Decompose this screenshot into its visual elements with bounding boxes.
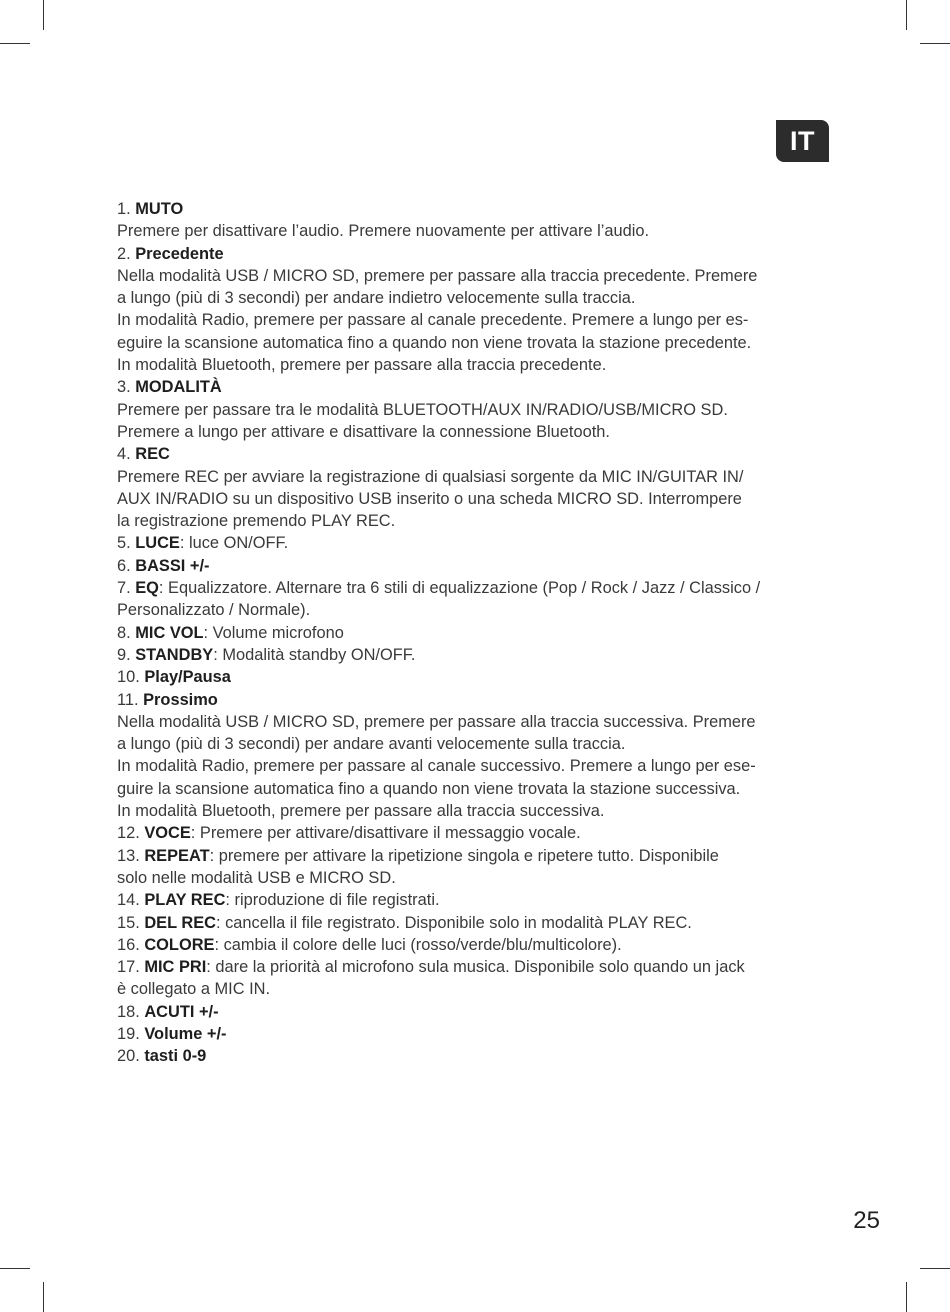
crop-mark bbox=[920, 43, 950, 44]
list-item-heading bbox=[117, 532, 837, 554]
item-number: 3. bbox=[117, 378, 136, 397]
item-description: : cancella il file registrato. Disponibile solo in modalità PLAY REC. bbox=[216, 913, 692, 932]
item-number: 2. bbox=[117, 244, 136, 263]
list-item-text bbox=[117, 711, 837, 733]
item-description: : riproduzione di file registrati. bbox=[225, 891, 440, 910]
item-key: STANDBY bbox=[135, 645, 214, 664]
item-key: PLAY REC bbox=[144, 891, 226, 910]
item-key: EQ bbox=[135, 579, 159, 598]
item-description: In modalità Bluetooth, premere per passare alla traccia successiva. bbox=[117, 802, 605, 821]
item-number: 9. bbox=[117, 645, 136, 664]
item-number: 16. bbox=[117, 935, 145, 954]
item-number: 6. bbox=[117, 556, 136, 575]
item-description: AUX IN/RADIO su un dispositivo USB inserito o una scheda MICRO SD. Interrompere bbox=[117, 489, 742, 508]
item-number: 13. bbox=[117, 846, 145, 865]
list-item-text bbox=[117, 867, 837, 889]
item-description: Premere per passare tra le modalità BLUETOOTH/AUX IN/RADIO/USB/MICRO SD. bbox=[117, 400, 728, 419]
item-description: In modalità Radio, premere per passare al canale precedente. Premere a lungo per es- bbox=[117, 311, 749, 330]
item-description: : dare la priorità al microfono sula musica. Disponibile solo quando un jack bbox=[206, 958, 745, 977]
list-item-heading bbox=[117, 912, 837, 934]
list-item-text bbox=[117, 755, 837, 777]
item-number: 15. bbox=[117, 913, 145, 932]
item-number: 14. bbox=[117, 891, 145, 910]
item-description: la registrazione premendo PLAY REC. bbox=[117, 512, 396, 531]
list-item-heading bbox=[117, 889, 837, 911]
item-number: 12. bbox=[117, 824, 145, 843]
crop-mark bbox=[0, 1268, 30, 1269]
item-number: 17. bbox=[117, 958, 145, 977]
list-item-heading bbox=[117, 376, 837, 398]
list-item-heading bbox=[117, 443, 837, 465]
list-item-text bbox=[117, 778, 837, 800]
item-key: COLORE bbox=[144, 935, 215, 954]
list-item-heading bbox=[117, 689, 837, 711]
list-item-text bbox=[117, 488, 837, 510]
item-description: : luce ON/OFF. bbox=[179, 534, 289, 553]
list-item-heading bbox=[117, 555, 837, 577]
item-description: : Modalità standby ON/OFF. bbox=[213, 645, 416, 664]
crop-mark bbox=[906, 0, 907, 30]
list-item-text bbox=[117, 220, 837, 242]
list-item-text bbox=[117, 332, 837, 354]
item-key: REC bbox=[135, 445, 170, 464]
item-number: 18. bbox=[117, 1002, 145, 1021]
list-item-text bbox=[117, 354, 837, 376]
list-item-heading bbox=[117, 845, 837, 867]
item-key: VOCE bbox=[144, 824, 191, 843]
list-item-heading bbox=[117, 644, 837, 666]
item-key: MUTO bbox=[135, 200, 184, 218]
item-description: Nella modalità USB / MICRO SD, premere per passare alla traccia successiva. Premere bbox=[117, 712, 756, 731]
item-description: In modalità Bluetooth, premere per passare alla traccia precedente. bbox=[117, 356, 607, 375]
item-description: Personalizzato / Normale). bbox=[117, 601, 311, 620]
page-number: 25 bbox=[853, 1207, 880, 1234]
list-item-heading bbox=[117, 934, 837, 956]
list-item-heading bbox=[117, 243, 837, 265]
item-description: Premere per disattivare l’audio. Premere nuovamente per attivare l’audio. bbox=[117, 222, 650, 241]
item-description: : Volume microfono bbox=[203, 623, 344, 642]
list-item-heading bbox=[117, 956, 837, 978]
item-description: Premere a lungo per attivare e disattivare la connessione Bluetooth. bbox=[117, 422, 610, 441]
item-key: DEL REC bbox=[144, 913, 216, 932]
list-item-text bbox=[117, 466, 837, 488]
list-item-text bbox=[117, 510, 837, 532]
item-description: è collegato a MIC IN. bbox=[117, 980, 271, 999]
item-description: a lungo (più di 3 secondi) per andare indietro velocemente sulla traccia. bbox=[117, 289, 636, 308]
crop-mark bbox=[43, 1282, 44, 1312]
item-description: Nella modalità USB / MICRO SD, premere per passare alla traccia precedente. Premere bbox=[117, 266, 758, 285]
item-description: solo nelle modalità USB e MICRO SD. bbox=[117, 868, 396, 887]
list-item-text bbox=[117, 733, 837, 755]
item-key: MODALITÀ bbox=[135, 378, 222, 397]
item-key: Precedente bbox=[135, 244, 224, 263]
item-number: 20. bbox=[117, 1047, 145, 1066]
list-item-text bbox=[117, 399, 837, 421]
instructions-list bbox=[117, 198, 837, 1068]
crop-mark bbox=[0, 43, 30, 44]
item-key: MIC PRI bbox=[144, 958, 207, 977]
list-item-heading bbox=[117, 577, 837, 599]
list-item-text bbox=[117, 309, 837, 331]
item-description: guire la scansione automatica fino a quando non viene trovata la stazione successiva. bbox=[117, 779, 741, 798]
item-number: 11. bbox=[117, 690, 144, 709]
item-number: 7. bbox=[117, 579, 136, 598]
item-description: eguire la scansione automatica fino a quando non viene trovata la stazione precedente. bbox=[117, 333, 752, 352]
language-badge: IT bbox=[776, 120, 829, 162]
item-description: : Equalizzatore. Alternare tra 6 stili di equalizzazione (Pop / Rock / Jazz / Classico / bbox=[158, 579, 761, 598]
item-number: 4. bbox=[117, 445, 136, 464]
list-item-heading bbox=[117, 1045, 837, 1067]
item-description: In modalità Radio, premere per passare al canale successivo. Premere a lungo per ese- bbox=[117, 757, 756, 776]
list-item-text bbox=[117, 287, 837, 309]
list-item-text bbox=[117, 421, 837, 443]
list-item-heading bbox=[117, 1023, 837, 1045]
crop-mark bbox=[920, 1268, 950, 1269]
item-key: REPEAT bbox=[144, 846, 210, 865]
list-item-heading bbox=[117, 622, 837, 644]
list-item-text bbox=[117, 800, 837, 822]
list-item-heading bbox=[117, 666, 837, 688]
item-key: Volume +/- bbox=[144, 1024, 227, 1043]
item-key: Prossimo bbox=[143, 690, 218, 709]
item-key: ACUTI +/- bbox=[144, 1002, 219, 1021]
item-number: 19. bbox=[117, 1024, 145, 1043]
item-key: LUCE bbox=[135, 534, 180, 553]
item-key: MIC VOL bbox=[135, 623, 204, 642]
list-item-text bbox=[117, 599, 837, 621]
item-description: : premere per attivare la ripetizione singola e ripetere tutto. Disponibile bbox=[209, 846, 719, 865]
item-description: a lungo (più di 3 secondi) per andare avanti velocemente sulla traccia. bbox=[117, 735, 626, 754]
item-number: 1. bbox=[117, 200, 136, 218]
item-number: 8. bbox=[117, 623, 136, 642]
list-item-text bbox=[117, 265, 837, 287]
list-item-text bbox=[117, 978, 837, 1000]
crop-mark bbox=[43, 0, 44, 30]
item-key: BASSI +/- bbox=[135, 556, 210, 575]
item-key: Play/Pausa bbox=[144, 668, 231, 687]
crop-mark bbox=[906, 1282, 907, 1312]
item-description: : cambia il colore delle luci (rosso/verde/blu/multicolore). bbox=[214, 935, 622, 954]
item-number: 5. bbox=[117, 534, 136, 553]
list-item-heading bbox=[117, 822, 837, 844]
list-item-heading bbox=[117, 198, 837, 220]
item-description: : Premere per attivare/disattivare il messaggio vocale. bbox=[190, 824, 581, 843]
item-key: tasti 0-9 bbox=[144, 1047, 207, 1066]
item-number: 10. bbox=[117, 668, 145, 687]
item-description: Premere REC per avviare la registrazione di qualsiasi sorgente da MIC IN/GUITAR IN/ bbox=[117, 467, 744, 486]
list-item-heading bbox=[117, 1001, 837, 1023]
